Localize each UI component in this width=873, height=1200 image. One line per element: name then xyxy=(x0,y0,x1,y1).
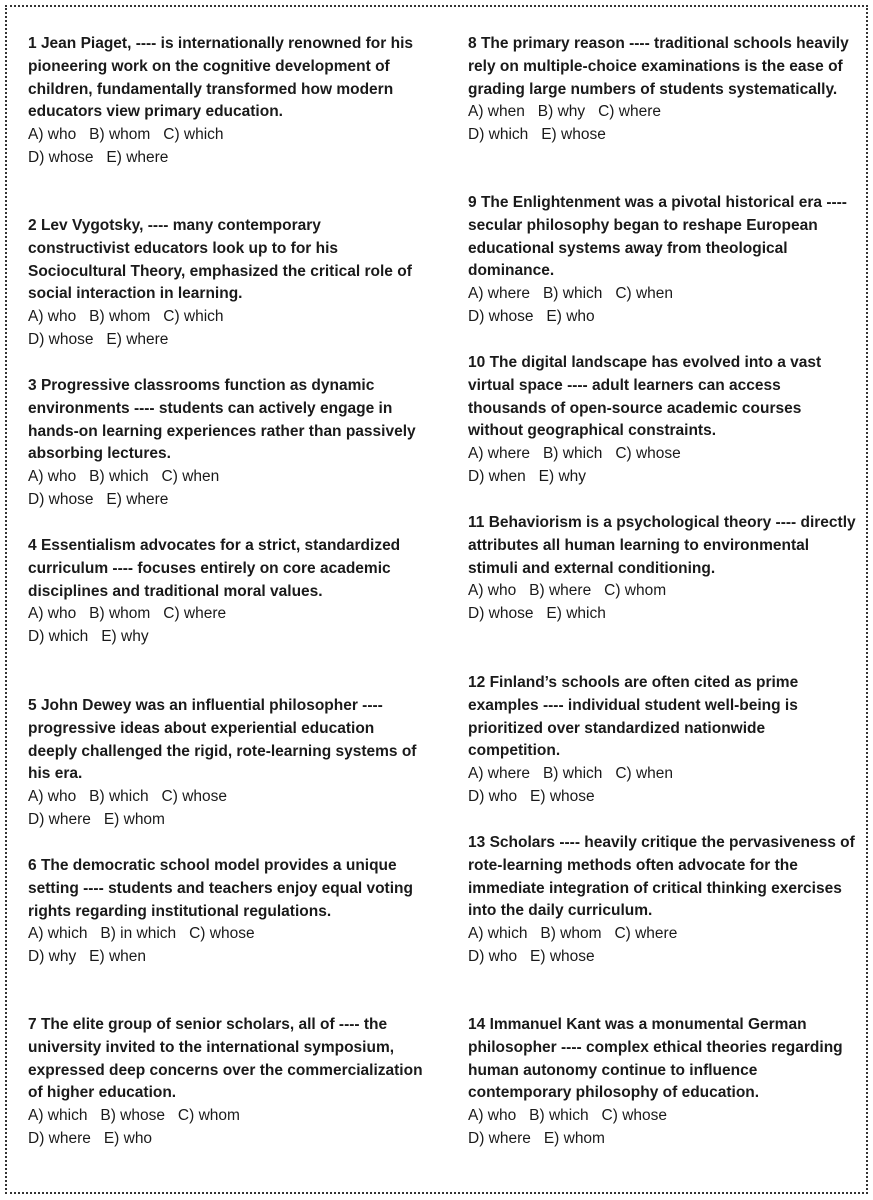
option-a[interactable]: A) who xyxy=(28,308,77,326)
option-c[interactable]: C) whose xyxy=(601,1107,667,1125)
option-d[interactable]: D) who xyxy=(468,787,518,805)
question-text: The digital landscape has evolved into a vast virtual space ---- adult learners can access thousands of open-source academic courses without geographical constraints. xyxy=(468,354,822,440)
option-a[interactable]: A) where xyxy=(468,285,531,303)
option-d[interactable]: D) where xyxy=(28,810,91,828)
question-6 xyxy=(28,855,423,969)
question-stem xyxy=(468,832,858,923)
answer-options xyxy=(28,786,423,832)
question-stem xyxy=(468,192,858,283)
option-d[interactable]: D) where xyxy=(28,1129,91,1147)
option-e[interactable]: E) where xyxy=(106,490,169,508)
option-c[interactable]: C) where xyxy=(614,925,678,943)
option-a[interactable]: A) who xyxy=(28,605,77,623)
question-stem xyxy=(468,1014,858,1105)
option-c[interactable]: C) when xyxy=(615,765,674,783)
option-d[interactable]: D) who xyxy=(468,947,518,965)
question-text: Finland’s schools are often cited as prime examples ---- individual student well-being is prioritized over standardized nationwide competition. xyxy=(468,674,799,760)
option-b[interactable]: B) which xyxy=(542,445,603,463)
question-number: 6 xyxy=(28,857,37,874)
answer-options xyxy=(468,101,858,147)
option-e[interactable]: E) who xyxy=(103,1129,153,1147)
question-stem xyxy=(28,855,423,923)
option-d[interactable]: D) whose xyxy=(468,307,534,325)
option-b[interactable]: B) which xyxy=(89,468,149,486)
option-b[interactable]: B) which xyxy=(89,788,149,806)
option-b[interactable]: B) where xyxy=(529,582,592,600)
option-b[interactable]: B) whom xyxy=(89,605,151,623)
question-5 xyxy=(28,695,423,832)
option-d[interactable]: D) whose xyxy=(28,148,94,166)
question-number: 5 xyxy=(28,697,37,714)
option-d[interactable]: D) when xyxy=(468,467,526,485)
option-e[interactable]: E) whose xyxy=(541,126,606,144)
option-e[interactable]: E) whose xyxy=(530,787,595,805)
question-stem xyxy=(28,695,423,786)
option-b[interactable]: B) whose xyxy=(100,1107,165,1125)
option-e[interactable]: E) where xyxy=(106,330,169,348)
question-13 xyxy=(468,832,858,969)
option-e[interactable]: E) why xyxy=(101,628,149,646)
option-d[interactable]: D) why xyxy=(28,948,77,966)
option-c[interactable]: C) whose xyxy=(615,445,681,463)
question-text: Immanuel Kant was a monumental German philosopher ---- complex ethical theories regarding human autonomy continue to influence contemporary philosophy of education. xyxy=(468,1016,843,1102)
option-e[interactable]: E) who xyxy=(546,307,595,325)
question-stem xyxy=(28,535,423,603)
question-stem xyxy=(28,375,423,466)
option-c[interactable]: C) whom xyxy=(604,582,667,600)
option-e[interactable]: E) when xyxy=(89,948,147,966)
question-text: Jean Piaget, ---- is internationally renowned for his pioneering work on the cognitive development of children, fundamentally transformed how modern educators view primary education. xyxy=(28,35,413,121)
question-number: 2 xyxy=(28,217,37,234)
option-d[interactable]: D) where xyxy=(468,1129,531,1147)
question-stem xyxy=(28,215,423,306)
question-2 xyxy=(28,215,423,352)
question-stem xyxy=(468,352,858,443)
option-a[interactable]: A) which xyxy=(28,1107,88,1125)
option-d[interactable]: D) whose xyxy=(28,330,94,348)
question-number: 12 xyxy=(468,674,486,691)
option-b[interactable]: B) whom xyxy=(89,126,151,144)
question-11 xyxy=(468,512,858,626)
question-number: 13 xyxy=(468,834,486,851)
option-d[interactable]: D) whose xyxy=(468,605,534,623)
question-stem xyxy=(468,33,858,101)
option-a[interactable]: A) where xyxy=(468,765,531,783)
question-text: Lev Vygotsky, ---- many contemporary constructivist educators look up to for his Sociocultural Theory, emphasized the critical role of social interaction in learning. xyxy=(28,217,412,303)
option-b[interactable]: B) which xyxy=(542,765,603,783)
question-text: Behaviorism is a psychological theory ---- directly attributes all human learning to environmental stimuli and external conditioning. xyxy=(468,514,856,577)
question-text: The primary reason ---- traditional schools heavily rely on multiple-choice examinations is the ease of grading large numbers of students systematically. xyxy=(468,35,849,98)
answer-options xyxy=(28,1105,423,1151)
answer-options xyxy=(468,923,858,969)
option-d[interactable]: D) which xyxy=(468,126,529,144)
answer-options xyxy=(468,763,858,809)
question-text: Scholars ---- heavily critique the pervasiveness of rote-learning methods often advocate for the immediate integration of critical thinking exercises into the daily curriculum. xyxy=(468,834,855,920)
option-a[interactable]: A) who xyxy=(28,788,77,806)
answer-options xyxy=(468,1105,858,1151)
question-number: 10 xyxy=(468,354,486,371)
question-4 xyxy=(28,535,423,649)
option-a[interactable]: A) which xyxy=(468,925,528,943)
question-stem xyxy=(28,33,423,124)
option-e[interactable]: E) where xyxy=(106,148,169,166)
option-e[interactable]: E) why xyxy=(538,467,587,485)
option-e[interactable]: E) whom xyxy=(103,810,165,828)
question-number: 7 xyxy=(28,1016,37,1033)
answer-options xyxy=(28,603,423,649)
question-7 xyxy=(28,1014,423,1151)
answer-options xyxy=(28,923,423,969)
question-text: John Dewey was an influential philosopher ---- progressive ideas about experiential education deeply challenged the rigid, rote-learning systems of his era. xyxy=(28,697,417,783)
option-d[interactable]: D) which xyxy=(28,628,89,646)
question-text: The democratic school model provides a unique setting ---- students and teachers enjoy equal voting rights regarding institutional regulations. xyxy=(28,857,413,920)
option-b[interactable]: B) whom xyxy=(540,925,602,943)
option-c[interactable]: C) whom xyxy=(177,1107,240,1125)
option-a[interactable]: A) who xyxy=(28,468,77,486)
option-b[interactable]: B) which xyxy=(542,285,603,303)
answer-options xyxy=(468,283,858,329)
question-12 xyxy=(468,672,858,809)
question-number: 9 xyxy=(468,194,477,211)
question-stem xyxy=(28,1014,423,1105)
option-c[interactable]: C) whose xyxy=(161,788,227,806)
option-b[interactable]: B) why xyxy=(537,103,586,121)
option-d[interactable]: D) whose xyxy=(28,490,94,508)
answer-options xyxy=(28,466,423,512)
question-number: 8 xyxy=(468,35,477,52)
option-a[interactable]: A) who xyxy=(468,582,517,600)
option-b[interactable]: B) which xyxy=(529,1107,589,1125)
option-b[interactable]: B) in which xyxy=(100,925,177,943)
question-8 xyxy=(468,33,858,147)
option-b[interactable]: B) whom xyxy=(89,308,151,326)
question-stem xyxy=(468,672,858,763)
option-c[interactable]: C) which xyxy=(163,126,224,144)
question-number: 4 xyxy=(28,537,37,554)
question-number: 14 xyxy=(468,1016,486,1033)
question-text: The Enlightenment was a pivotal historical era ---- secular philosophy began to reshape European educational systems away from theological dominance. xyxy=(468,194,847,280)
answer-options xyxy=(468,443,858,489)
question-text: The elite group of senior scholars, all of ---- the university invited to the international symposium, expressed deep concerns over the commercialization of higher education. xyxy=(28,1016,423,1102)
question-14 xyxy=(468,1014,858,1151)
option-e[interactable]: E) whose xyxy=(530,947,595,965)
question-text: Progressive classrooms function as dynamic environments ---- students can actively engage in hands-on learning experiences rather than passively absorbing lectures. xyxy=(28,377,416,463)
option-a[interactable]: A) who xyxy=(28,126,77,144)
answer-options xyxy=(468,580,858,626)
question-3 xyxy=(28,375,423,512)
option-a[interactable]: A) who xyxy=(468,1107,517,1125)
option-c[interactable]: C) where xyxy=(598,103,661,121)
answer-options xyxy=(28,124,423,170)
question-number: 3 xyxy=(28,377,37,394)
question-1 xyxy=(28,33,423,170)
question-9 xyxy=(468,192,858,329)
question-10 xyxy=(468,352,858,489)
option-a[interactable]: A) which xyxy=(28,925,88,943)
answer-options xyxy=(28,306,423,352)
option-a[interactable]: A) where xyxy=(468,445,531,463)
option-c[interactable]: C) when xyxy=(615,285,674,303)
option-e[interactable]: E) which xyxy=(546,605,606,623)
question-number: 11 xyxy=(468,514,485,531)
option-c[interactable]: C) when xyxy=(161,468,220,486)
option-c[interactable]: C) whose xyxy=(189,925,255,943)
option-a[interactable]: A) when xyxy=(468,103,525,121)
option-c[interactable]: C) which xyxy=(163,308,224,326)
option-c[interactable]: C) where xyxy=(163,605,227,623)
question-number: 1 xyxy=(28,35,37,52)
option-e[interactable]: E) whom xyxy=(543,1129,605,1147)
question-stem xyxy=(468,512,858,580)
question-text: Essentialism advocates for a strict, standardized curriculum ---- focuses entirely on core academic disciplines and traditional moral values. xyxy=(28,537,401,600)
